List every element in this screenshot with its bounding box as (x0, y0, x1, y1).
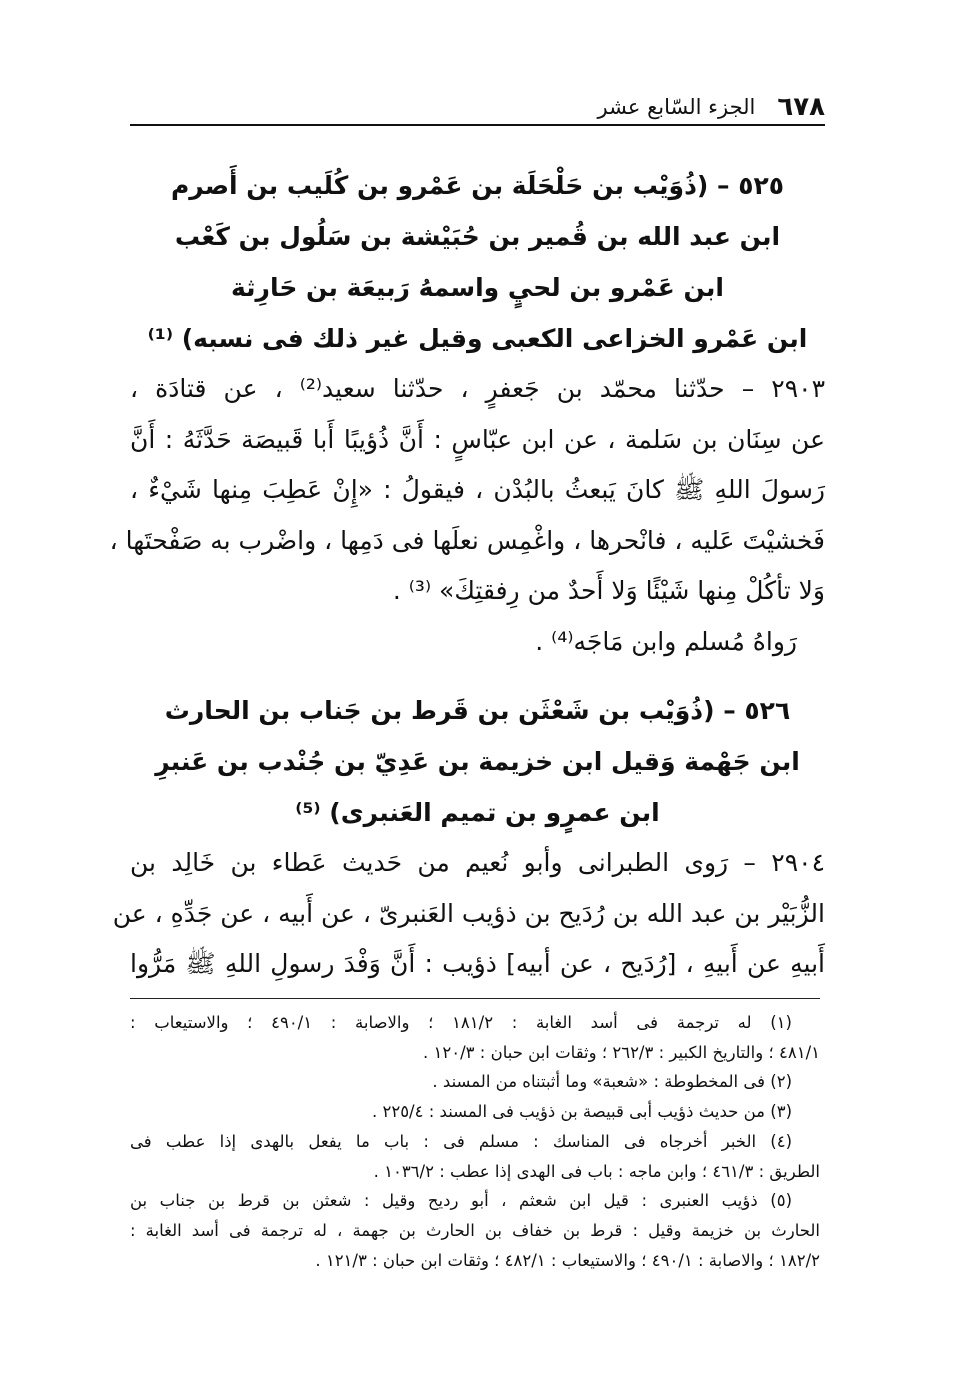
footnote-rule (130, 998, 820, 999)
part-title: الجزء السّابع عشر (597, 95, 756, 119)
footnote-line: (٤) الخبر أخرجاه فى المناسك : مسلم فى : باب ما يفعل بالهدى إذا عطب فى (130, 1131, 792, 1151)
heading-line: ابن عمرٍو بن تميم العَنبرى) ⁽⁵⁾ (295, 798, 660, 827)
heading-line: ٥٢٥ – (ذُوَيْب بن حَلْحَلَة بن عَمْرو بن كُلَيب بن أَصرم (170, 171, 785, 200)
running-header (130, 82, 825, 122)
footnote-line: ١٨٢/٢ ؛ والاصابة : ٤٩٠/١ ؛ والاستيعاب : ٤٨٢/١ ؛ وثقات ابن حبان : ١٢١/٣ . (315, 1250, 820, 1270)
biography-heading-525 (130, 160, 825, 364)
hadith-2903 (109, 364, 825, 667)
footnote-line: الطريق : ٤٦١/٣ ؛ وابن ماجه : باب فى الهدى إذا عطب : ١٠٣٦/٢ . (373, 1161, 820, 1181)
hadith-line: فَخشيْتَ عَليه ، فانْحرها ، واغْمِس نعلَها فى دَمِها ، واضْرب به صَفْحتَها ، (109, 525, 825, 555)
footnote-line: (٣) من حديث ذؤيب أبى قبيصة بن ذؤيب فى المسند : ٢٢٥/٤ . (371, 1102, 792, 1122)
narration-note: رَواهُ مُسلم وابن مَاجَه⁽⁴⁾ . (535, 626, 797, 656)
footnotes (130, 1008, 820, 1275)
hadith-line: ٢٩٠٤ – رَوى الطبرانى وأبو نُعيم من حَديث عَطاء بن خَالِد بن (130, 848, 825, 877)
hadith-line: رَسولَ اللهِ ﷺ كانَ يَبعثُ بالبُدْن ، فيقولُ : «إِنْ عَطِبَ مِنها شَيْءٌ ، (130, 475, 825, 504)
heading-line: ابن عَمْرو الخزاعى الكعبى وقيل غير ذلك فى نسبه) ⁽¹⁾ (147, 324, 808, 353)
hadith-line: الزُّبَيْر بن عبد الله بن رُدَيح بن ذؤيب العَنبرىّ ، عن أَبيه ، عن جَدِّهِ ، عن (112, 898, 825, 928)
heading-line: ٥٢٦ – (ذُوَيْب بن شَعْثَن بن قَرط بن جَناب بن الحارث (164, 696, 791, 725)
biography-heading-526 (130, 685, 825, 838)
heading-line: ابن عَمْرو بن لحيٍ واسمهُ رَبيعَة بن حَارِثة (231, 273, 724, 302)
footnote-line: الحارث بن خزيمة وقيل : قرط بن خفاف بن الحارث بن جهمة ، له ترجمة فى أسد الغابة : (130, 1220, 820, 1240)
main-text (109, 160, 825, 990)
header-rule (130, 124, 825, 126)
footnote-line: (١) له ترجمة فى أسد الغابة : ١٨١/٢ ؛ والاصابة : ٤٩٠/١ ؛ والاستيعاب : (130, 1013, 792, 1032)
footnote-line: ٤٨١/١ ؛ والتاريخ الكبير : ٢٦٢/٣ ؛ وثقات ابن حبان : ١٢٠/٣ . (423, 1042, 820, 1062)
heading-line: ابن جَهْمة وَقيل ابن خزيمة بن عَدِيّ بن جُنْدب بن عَنبرِ (155, 747, 800, 776)
hadith-line: ٢٩٠٣ – حدّثنا محمّد بن جَعفرٍ ، حدّثنا سعيد⁽²⁾ ، عن قتادَة ، (130, 374, 825, 403)
hadith-line: وَلا تأكُلْ مِنها شَيْئًا وَلا أَحدٌ من رِفقتِكَ» ⁽³⁾ . (392, 576, 825, 605)
hadith-line: أَبيهِ عن أَبيهِ ، [رُدَيح ، عن أبيه] ذؤيب : أَنَّ وَفْدَ رسولِ اللهِ ﷺ مَرُّوا (130, 949, 825, 978)
page-number: ٦٧٨ (777, 92, 825, 122)
footnote-line: (٥) ذؤيب العنبرى : قيل ابن شعثم ، أبو رديح وقيل : شعثن بن قرط بن جناب بن (130, 1191, 792, 1211)
footnote-line: (٢) فى المخطوطة : «شعبة» وما أثبتناه من المسند . (432, 1072, 792, 1092)
heading-line: ابن عبد الله بن قُمير بن حُبَيْشة بن سَلُول بن كَعْب (174, 222, 781, 251)
hadith-2904 (112, 838, 825, 990)
hadith-line: عن سِنَان بن سَلمة ، عن ابن عبّاسٍ : أَنَّ ذُؤيبًا أَبا قَبيصَة حَدَّثَهُ : أَنَّ (130, 424, 825, 454)
